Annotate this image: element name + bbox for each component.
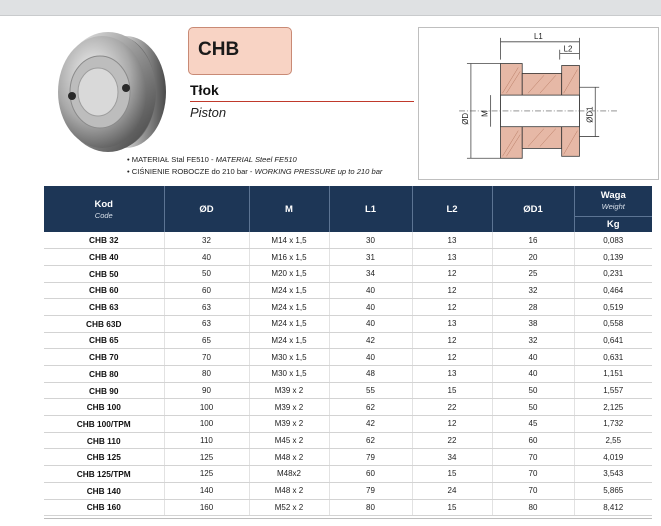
table-bottom-edge: [44, 518, 652, 519]
table-cell: 34: [412, 449, 492, 466]
table-cell: 62: [329, 432, 412, 449]
table-cell: 0,231: [574, 265, 652, 282]
table-cell: 32: [492, 332, 574, 349]
table-cell: M48x2: [249, 466, 329, 483]
table-cell: 30: [329, 232, 412, 249]
table-cell: 45: [492, 416, 574, 433]
table-cell: 5,865: [574, 482, 652, 499]
table-cell: M30 x 1,5: [249, 366, 329, 383]
table-cell: 79: [329, 449, 412, 466]
table-cell: 50: [164, 265, 249, 282]
table-cell: 140: [164, 482, 249, 499]
table-cell: 40: [164, 249, 249, 266]
table-cell: M14 x 1,5: [249, 232, 329, 249]
table-cell: 0,519: [574, 299, 652, 316]
table-cell: 90: [164, 382, 249, 399]
table-cell: CHB 160: [44, 499, 164, 516]
table-cell: 32: [164, 232, 249, 249]
table-cell: 70: [164, 349, 249, 366]
col-header-kg: Kg: [574, 216, 652, 232]
label-l2: L2: [563, 44, 573, 54]
table-cell: 22: [412, 432, 492, 449]
table-cell: CHB 100: [44, 399, 164, 416]
table-cell: 32: [492, 282, 574, 299]
table-cell: 60: [164, 282, 249, 299]
table-row: [44, 499, 652, 516]
table-body: [44, 232, 652, 516]
table-cell: 48: [329, 366, 412, 383]
label-l1: L1: [534, 31, 543, 41]
table-row: [44, 332, 652, 349]
table-cell: 100: [164, 399, 249, 416]
table-cell: 40: [329, 349, 412, 366]
table-cell: CHB 40: [44, 249, 164, 266]
table-cell: 70: [492, 466, 574, 483]
table-cell: 62: [329, 399, 412, 416]
table-cell: CHB 125: [44, 449, 164, 466]
table-cell: 125: [164, 466, 249, 483]
table-cell: 34: [329, 265, 412, 282]
table-cell: CHB 100/TPM: [44, 416, 164, 433]
table-cell: 70: [492, 482, 574, 499]
table-cell: 0,139: [574, 249, 652, 266]
table-row: [44, 432, 652, 449]
table-cell: 79: [329, 482, 412, 499]
table-cell: 16: [492, 232, 574, 249]
table-cell: 100: [164, 416, 249, 433]
table-row: [44, 482, 652, 499]
table-cell: 13: [412, 249, 492, 266]
label-d: ØD: [460, 112, 470, 125]
table-cell: 20: [492, 249, 574, 266]
product-name-pl: Tłok: [190, 82, 219, 98]
table-cell: CHB 125/TPM: [44, 466, 164, 483]
table-row: [44, 249, 652, 266]
table-cell: M48 x 2: [249, 482, 329, 499]
table-cell: 80: [492, 499, 574, 516]
table-cell: 13: [412, 366, 492, 383]
col-header-waga: Waga Weight: [574, 186, 652, 216]
table-cell: M20 x 1,5: [249, 265, 329, 282]
table-cell: CHB 32: [44, 232, 164, 249]
col-header-m: M: [249, 186, 329, 232]
table-cell: 63: [164, 299, 249, 316]
table-cell: CHB 60: [44, 282, 164, 299]
table-row: [44, 315, 652, 332]
table-cell: 1,151: [574, 366, 652, 383]
table-cell: 80: [329, 499, 412, 516]
table-row: [44, 265, 652, 282]
table-row: [44, 399, 652, 416]
table-cell: 15: [412, 499, 492, 516]
table-row: [44, 416, 652, 433]
table-cell: 60: [492, 432, 574, 449]
table-cell: CHB 70: [44, 349, 164, 366]
col-header-l1: L1: [329, 186, 412, 232]
table-row: [44, 282, 652, 299]
title-divider: [190, 101, 414, 102]
label-m: M: [480, 110, 490, 117]
table-cell: 31: [329, 249, 412, 266]
table-row: [44, 299, 652, 316]
table-cell: CHB 90: [44, 382, 164, 399]
table-cell: 50: [492, 399, 574, 416]
col-header-d: ØD: [164, 186, 249, 232]
table-cell: 24: [412, 482, 492, 499]
table-cell: 160: [164, 499, 249, 516]
table-cell: 40: [492, 366, 574, 383]
table-cell: 1,732: [574, 416, 652, 433]
table-cell: 4,019: [574, 449, 652, 466]
table-cell: 55: [329, 382, 412, 399]
table-cell: 50: [492, 382, 574, 399]
table-cell: 28: [492, 299, 574, 316]
table-cell: 3,543: [574, 466, 652, 483]
specs-list: [127, 154, 382, 178]
spec-pressure: • CIŚNIENIE ROBOCZE do 210 bar - WORKING PRESSURE up to 210 bar: [127, 167, 383, 176]
label-d1: ØD1: [585, 106, 595, 123]
table-cell: 125: [164, 449, 249, 466]
table-cell: 12: [412, 265, 492, 282]
technical-drawing: [418, 27, 659, 180]
table-row: [44, 449, 652, 466]
table-cell: 80: [164, 366, 249, 383]
table-row: [44, 232, 652, 249]
table-cell: 12: [412, 282, 492, 299]
table-cell: 13: [412, 232, 492, 249]
table-cell: 40: [329, 282, 412, 299]
col-header-l2: L2: [412, 186, 492, 232]
top-bar: [0, 0, 661, 16]
table-cell: 40: [492, 349, 574, 366]
product-name-en: Piston: [190, 105, 227, 120]
table-cell: CHB 80: [44, 366, 164, 383]
table-cell: 0,464: [574, 282, 652, 299]
table-cell: 63: [164, 315, 249, 332]
table-cell: CHB 140: [44, 482, 164, 499]
table-cell: CHB 63D: [44, 315, 164, 332]
table-cell: 0,631: [574, 349, 652, 366]
spec-material: • MATERIAŁ Stal FE510 - MATERIAL Steel FE510: [127, 155, 297, 164]
table-cell: 110: [164, 432, 249, 449]
table-cell: 42: [329, 332, 412, 349]
table-cell: 40: [329, 299, 412, 316]
table-cell: 12: [412, 299, 492, 316]
table-cell: M39 x 2: [249, 382, 329, 399]
table-cell: M24 x 1,5: [249, 332, 329, 349]
product-code: CHB: [198, 39, 240, 60]
product-code-box: [188, 27, 292, 75]
table-cell: 60: [329, 466, 412, 483]
table-row: [44, 382, 652, 399]
table-cell: CHB 65: [44, 332, 164, 349]
table-cell: M52 x 2: [249, 499, 329, 516]
table-cell: 15: [412, 382, 492, 399]
table-cell: M24 x 1,5: [249, 299, 329, 316]
table-cell: 22: [412, 399, 492, 416]
table-cell: 2,125: [574, 399, 652, 416]
table-cell: 2,55: [574, 432, 652, 449]
table-cell: 12: [412, 349, 492, 366]
table-cell: M39 x 2: [249, 416, 329, 433]
table-cell: 13: [412, 315, 492, 332]
table-cell: 40: [329, 315, 412, 332]
table-cell: 8,412: [574, 499, 652, 516]
piston-photo: [52, 30, 172, 154]
col-header-kod: Kod Code: [44, 186, 164, 232]
table-cell: 0,083: [574, 232, 652, 249]
dimensions-table: [44, 186, 652, 516]
table-cell: 1,557: [574, 382, 652, 399]
table-cell: M39 x 2: [249, 399, 329, 416]
table-cell: 12: [412, 416, 492, 433]
table-cell: M24 x 1,5: [249, 282, 329, 299]
table-cell: 15: [412, 466, 492, 483]
table-cell: M24 x 1,5: [249, 315, 329, 332]
col-header-d1: ØD1: [492, 186, 574, 232]
table-cell: 70: [492, 449, 574, 466]
table-row: [44, 349, 652, 366]
table-cell: M30 x 1,5: [249, 349, 329, 366]
table-cell: CHB 50: [44, 265, 164, 282]
table-cell: M45 x 2: [249, 432, 329, 449]
table-cell: M48 x 2: [249, 449, 329, 466]
table-row: [44, 366, 652, 383]
table-row: [44, 466, 652, 483]
table-cell: M16 x 1,5: [249, 249, 329, 266]
table-cell: 42: [329, 416, 412, 433]
table-cell: 38: [492, 315, 574, 332]
table-cell: 12: [412, 332, 492, 349]
table-cell: 65: [164, 332, 249, 349]
table-cell: 0,641: [574, 332, 652, 349]
table-cell: CHB 63: [44, 299, 164, 316]
table-cell: 0,558: [574, 315, 652, 332]
table-cell: CHB 110: [44, 432, 164, 449]
table-cell: 25: [492, 265, 574, 282]
